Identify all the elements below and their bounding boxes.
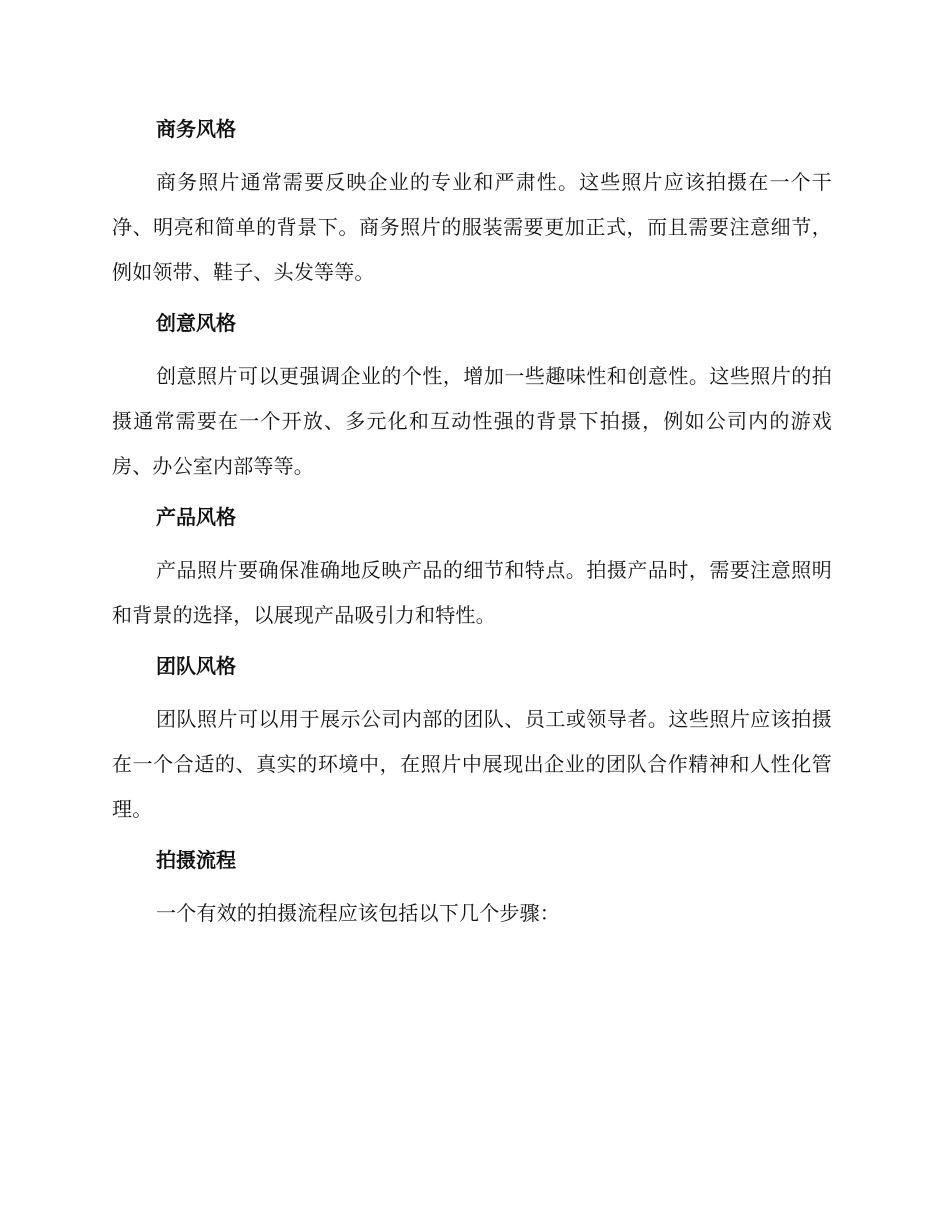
section-heading: 产品风格 <box>156 505 236 529</box>
section-paragraph: 商务照片通常需要反映企业的专业和严肃性。这些照片应该拍摄在一个干净、明亮和简单的背景下。商务照片的服装需要更加正式，而且需要注意细节，例如领带、鞋子、头发等等。 <box>112 170 832 284</box>
document-content <box>112 114 832 936</box>
section-paragraph: 团队照片可以用于展示公司内部的团队、员工或领导者。这些照片应该拍摄在一个合适的、真实的环境中，在照片中展现出企业的团队合作精神和人性化管理。 <box>112 707 832 821</box>
section-paragraph: 一个有效的拍摄流程应该包括以下几个步骤： <box>156 901 560 925</box>
section-paragraph: 产品照片要确保准确地反映产品的细节和特点。拍摄产品时，需要注意照明和背景的选择，以展现产品吸引力和特性。 <box>112 558 832 627</box>
section-heading: 商务风格 <box>156 117 236 141</box>
section-heading: 团队风格 <box>156 654 236 678</box>
section-shooting-process <box>112 845 832 936</box>
section-product-style <box>112 502 832 638</box>
section-team-style <box>112 651 832 832</box>
section-creative-style <box>112 308 832 489</box>
section-heading: 创意风格 <box>156 311 236 335</box>
section-paragraph: 创意照片可以更强调企业的个性，增加一些趣味性和创意性。这些照片的拍摄通常需要在一个开放、多元化和互动性强的背景下拍摄，例如公司内的游戏房、办公室内部等等。 <box>112 364 832 478</box>
section-heading: 拍摄流程 <box>156 848 236 872</box>
section-business-style <box>112 114 832 295</box>
